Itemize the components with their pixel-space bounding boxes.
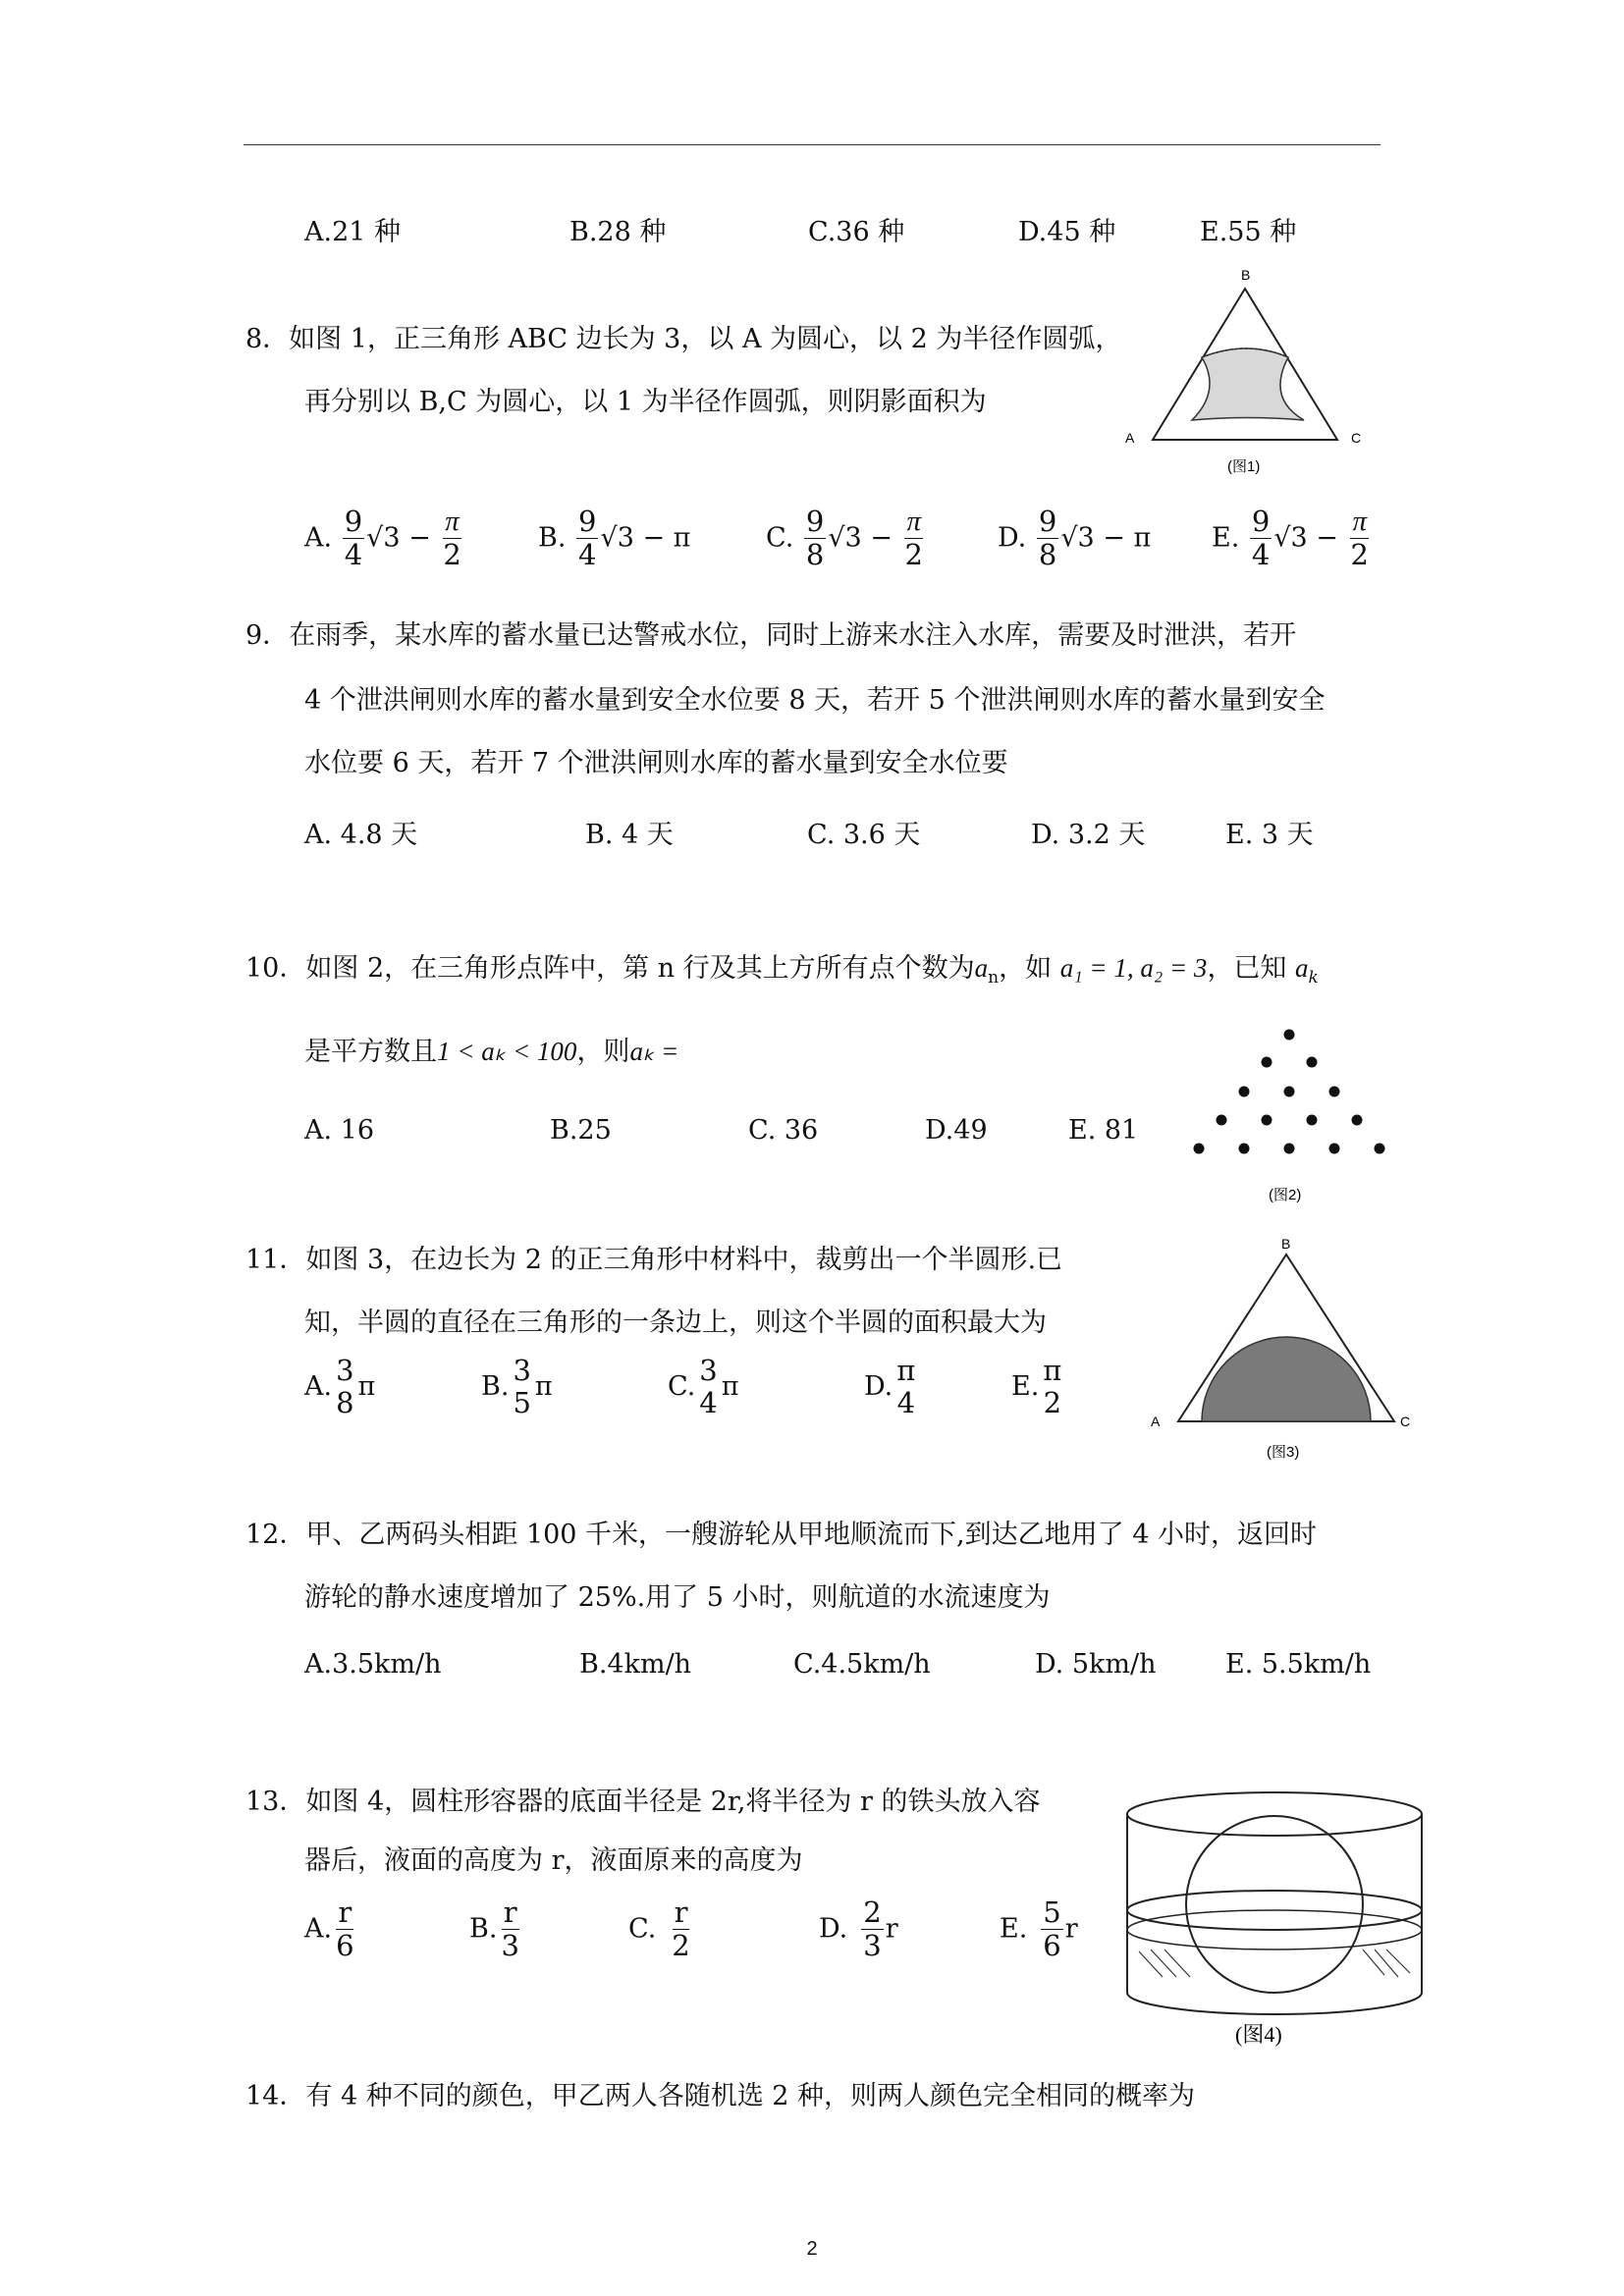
q12-option-c: C.4.5km/h	[793, 1649, 931, 1680]
q12-option-b: B.4km/h	[579, 1649, 692, 1680]
header-rule	[244, 144, 1380, 145]
q7-option-a: A.21 种	[304, 217, 402, 247]
q7-option-d: D.45 种	[1018, 217, 1116, 247]
q8-vertex-c: C	[1351, 430, 1362, 446]
q9-option-e: E. 3 天	[1225, 820, 1314, 850]
q10-option-d: D.49	[925, 1115, 988, 1146]
q11-stem-line2: 知，半圆的直径在三角形的一条边上，则这个半圆的面积最大为	[304, 1308, 1047, 1338]
q9-option-a: A. 4.8 天	[304, 820, 418, 850]
q11-stem-line1: 11．如图 3，在边长为 2 的正三角形中材料中，裁剪出一个半圆形.已	[245, 1245, 1063, 1275]
q13-option-b: B. $\frac{r}{3}$	[469, 1896, 519, 1963]
q12-stem-line1: 12．甲、乙两码头相距 100 千米，一艘游轮从甲地顺流而下,到达乙地用了 4 小时，返回时	[245, 1520, 1317, 1550]
q10-option-e: E. 81	[1068, 1115, 1139, 1146]
q11-option-d: D. π 4	[864, 1354, 916, 1420]
q8-vertex-a: A	[1125, 430, 1135, 446]
q13-option-c: C. $\frac{r}{2}$	[628, 1896, 690, 1963]
q13-cylinder-top	[1127, 1792, 1422, 1836]
q11-option-b: B. 3 5 π	[481, 1354, 553, 1420]
q12-stem-line2: 游轮的静水速度增加了 25%.用了 5 小时，则航道的水流速度为	[304, 1582, 1051, 1613]
q8-stem-line2: 再分别以 B,C 为圆心，以 1 为半径作圆弧，则阴影面积为	[304, 387, 987, 417]
q9-stem-line3: 水位要 6 天，若开 7 个泄洪闸则水库的蓄水量到安全水位要	[304, 748, 1008, 778]
q10-stem-line1: 10．如图 2，在三角形点阵中，第 n 行及其上方所有点个数为$a_n$，如 a₁ = 1, a₂ = 3，已知 $a_k$	[245, 953, 1319, 988]
q10-figure	[1188, 1021, 1404, 1217]
q11-figure-caption: (图3)	[1267, 1444, 1300, 1461]
q8-option-a: A. $\frac{9}{4}$ √3 − $\frac{\pi}{2}$	[304, 505, 461, 572]
q8-stem-line1: 8．如图 1，正三角形 ABC 边长为 3，以 A 为圆心，以 2 为半径作圆弧，	[245, 324, 1122, 354]
q9-stem-line2: 4 个泄洪闸则水库的蓄水量到安全水位要 8 天，若开 5 个泄洪闸则水库的蓄水量到安全	[304, 685, 1326, 716]
q10-option-a: A. 16	[304, 1115, 375, 1146]
q13-sphere	[1186, 1816, 1363, 1993]
q14-stem-line1: 14．有 4 种不同的颜色，甲乙两人各随机选 2 种，则两人颜色完全相同的概率为	[245, 2081, 1196, 2111]
q8-option-c: C. $\frac{9}{8}$ √3 − $\frac{\pi}{2}$	[766, 505, 923, 572]
q11-option-e: E. π 2	[1011, 1354, 1062, 1420]
q8-option-d: D. $\frac{9}{8}$ √3 − π	[998, 505, 1152, 572]
q12-option-e: E. 5.5km/h	[1225, 1649, 1372, 1680]
q13-figure-caption: (图4)	[1235, 2022, 1282, 2047]
q10-figure-caption: (图2)	[1269, 1187, 1302, 1203]
q13-option-e: E. $\frac{5}{6}$ r	[1000, 1896, 1078, 1963]
q12-option-a: A.3.5km/h	[304, 1649, 442, 1680]
q7-option-b: B.28 种	[569, 217, 667, 247]
q13-stem-line2: 器后，液面的高度为 r，液面原来的高度为	[304, 1845, 803, 1876]
q7-option-e: E.55 种	[1200, 217, 1297, 247]
q8-figure-caption: (图1)	[1227, 458, 1261, 475]
q9-option-d: D. 3.2 天	[1031, 820, 1146, 850]
q13-stem-line1: 13．如图 4，圆柱形容器的底面半径是 2r,将半径为 r 的铁头放入容	[245, 1787, 1041, 1817]
q11-semicircle	[1202, 1337, 1371, 1421]
q8-vertex-b: B	[1241, 267, 1251, 283]
page-number: 2	[806, 2238, 818, 2260]
q10-dot-triangle	[1194, 1030, 1385, 1154]
q8-figure	[1119, 263, 1384, 489]
q9-option-c: C. 3.6 天	[807, 820, 921, 850]
q11-vertex-c: C	[1400, 1414, 1411, 1429]
q10-option-b: B.25	[550, 1115, 612, 1146]
q11-vertex-a: A	[1151, 1414, 1161, 1429]
q13-cylinder-bottom	[1127, 1993, 1422, 2014]
q13-option-d: D. $\frac{2}{3}$ r	[819, 1896, 898, 1963]
q9-option-b: B. 4 天	[585, 820, 674, 850]
q9-stem-line1: 9．在雨季，某水库的蓄水量已达警戒水位，同时上游来水注入水库，需要及时泄洪，若开	[245, 620, 1297, 651]
q8-shaded-region	[1192, 348, 1304, 420]
q12-option-d: D. 5km/h	[1035, 1649, 1157, 1680]
q10-option-c: C. 36	[748, 1115, 819, 1146]
q11-vertex-b: B	[1281, 1236, 1291, 1252]
q8-option-b: B. $\frac{9}{4}$ √3 − π	[538, 505, 691, 572]
q13-option-a: A. $\frac{r}{6}$	[304, 1896, 354, 1963]
q11-figure	[1139, 1235, 1424, 1470]
q11-option-c: C. 3 4 π	[668, 1354, 739, 1420]
q8-option-e: E. $\frac{9}{4}$ √3 − $\frac{\pi}{2}$	[1212, 505, 1369, 572]
q13-water-hatching	[1139, 1949, 1410, 1977]
q7-option-c: C.36 种	[808, 217, 905, 247]
q10-stem-line2: 是平方数且1 < aₖ < 100，则aₖ =	[304, 1037, 679, 1067]
q11-option-a: A. 3 8 π	[304, 1354, 376, 1420]
q13-figure	[1117, 1785, 1432, 2050]
